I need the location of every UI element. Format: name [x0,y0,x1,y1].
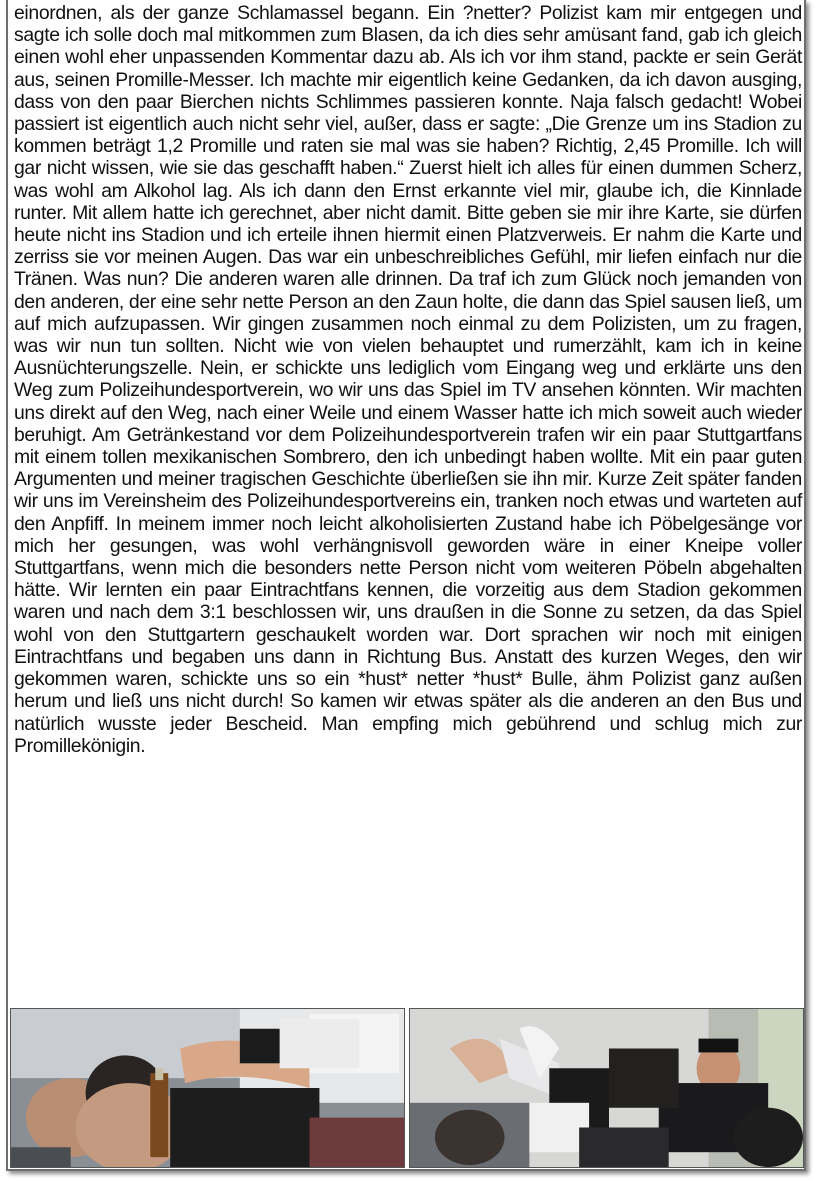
bus-photo-left-image [11,1009,404,1167]
bus-photo-left [10,1008,405,1168]
bus-photo-right [409,1008,804,1168]
photo-strip [10,1008,804,1168]
article-body [14,2,802,757]
article-paragraph: einordnen, als der ganze Schlamassel begann. Ein ?netter? Polizist kam mir entgegen und sagte ich solle doch mal mitkommen zum Blasen, da ich dies sehr amüsant fand, gab ich gleich einen wohl eher unpassenden Kommentar dazu ab. Als ich vor ihm stand, packte er sein Gerät aus, seinen Promille-Messer. Ich machte mir eigentlich keine Gedanken, da ich davon ausging, dass von den paar Bierchen nichts Schlimmes passieren konnte. Naja falsch gedacht! Wobei passiert ist eigentlich auch nicht sehr viel, außer, dass er sagte: „Die Grenze um ins Stadion zu kommen beträgt 1,2 Promille und raten sie mal was sie haben? Richtig, 2,45 Promille. Ich will gar nicht wissen, wie sie das geschafft haben.“ Zuerst hielt ich alles für einen dummen Scherz, was wohl am Alkohol lag. Als ich dann den Ernst erkannte viel mir, glaube ich, die Kinnlade runter. Mit allem hatte ich gerechnet, aber nicht damit. Bitte geben sie mir ihre Karte, sie dürfen heute nicht ins Stadion und ich erteile ihnen hiermit einen Platzverweis. Er nahm die Karte und zerriss sie vor meinen Augen. Das war ein unbeschreibliches Gefühl, mir liefen einfach nur die Tränen. Was nun? Die anderen waren alle drinnen. Da traf ich zum Glück noch jemanden von den anderen, der eine sehr nette Person an den Zaun holte, die dann das Spiel sausen ließ, um auf mich aufzupassen. Wir gingen zusammen noch einmal zu dem Polizisten, um zu fragen, was wir nun tun sollten. Nicht wie von vielen behauptet und rumerzählt, kam ich in keine Ausnüchterungszelle. Nein, er schickte uns lediglich vom Eingang weg und erklärte uns den Weg zum Polizeihundesportverein, wo wir uns das Spiel im TV ansehen könnten. Wir machten uns direkt auf den Weg, nach einer Weile und einem Wasser hatte ich mich soweit auch wieder beruhigt. Am Getränkestand vor dem Polizeihundesportverein trafen wir ein paar Stuttgartfans mit einem tollen mexikanischen Sombrero, den ich unbedingt haben wollte. Mit ein paar guten Argumenten und meiner tragischen Geschichte überließen sie ihn mir. Kurze Zeit später fanden wir uns im Vereinsheim des Polizeihundesportvereins ein, tranken noch etwas und warteten auf den Anpfiff. In meinem immer noch leicht alkoholisierten Zustand habe ich Pöbelgesänge vor mich her gesungen, was wohl verhängnisvoll geworden wäre in einer Kneipe voller Stuttgartfans, wenn mich die besonders nette Person nicht vom weiteren Pöbeln abgehalten hätte. Wir lernten ein paar Eintrachtfans kennen, die vorzeitig aus dem Stadion gekommen waren und nach dem 3:1 beschlossen wir, uns draußen in die Sonne zu setzen, da das Spiel wohl von den Stuttgartern geschaukelt worden war. Dort sprachen wir noch mit einigen Eintrachtfans und begaben uns dann in Richtung Bus. Anstatt des kurzen Weges, den wir gekommen waren, schickte uns so ein *hust* netter *hust* Bulle, ähm Polizist ganz außen herum und ließ uns nicht durch! So kamen wir etwas später als die anderen an den Bus und natürlich wusste jeder Bescheid. Man empfing mich gebührend und schlug mich zur Promillekönigin. [14,2,802,757]
bus-photo-right-image [410,1009,803,1167]
